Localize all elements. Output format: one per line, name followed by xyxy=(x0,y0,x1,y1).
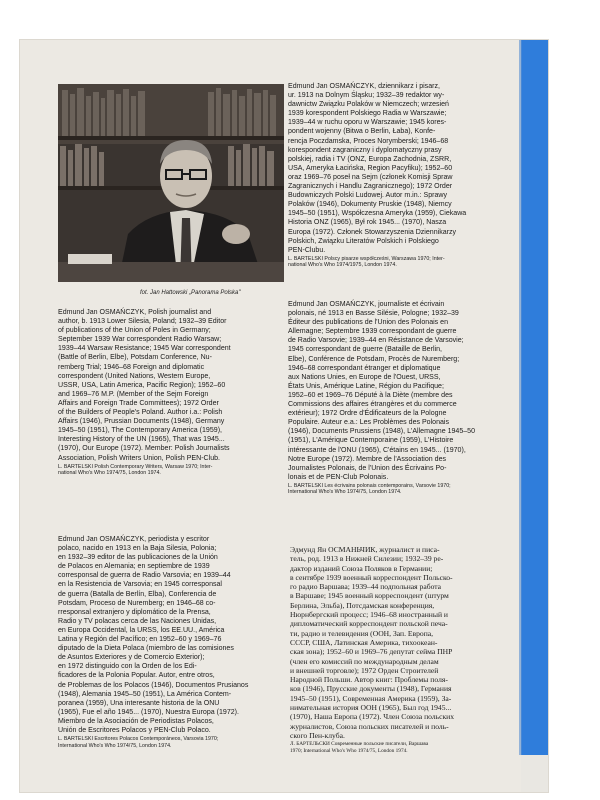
spine-bottom-edge xyxy=(521,755,548,792)
bio-french-source: L. BARTELSKI Les écrivains polonais contemporains, Varsovie 1970; International Who's Who 1974/75, London 1974. xyxy=(288,482,451,496)
bio-polish-text: Edmund Jan OSMAŃCZYK, dziennikarz i pisarz, ur. 1913 na Dolnym Śląsku; 1932–39 redaktor wy- dawnictw Związku Polaków w Niemczech; wrzesień 1939 korespondent Polskiego Radia w Warszawie; 1939–44 w ruchu oporu w Warszawie; 1945 kores- pondent wojenny (Bitwa o Berlin, Łaba), Konfe- rencja Poczdamska, Proces Norymberski; 1946–68 korespondent zagraniczny i dyplomatyczny prasy polskiej, radia i TV (ONZ, Europa Zachodnia, ZSRR, USA, Ameryka Łacińska, Region Pacyfiku); 1952–60 oraz 1969–76 poseł na Sejm (członek Komisji Spraw Zagranicznych i Handlu Zagranicznego); 1972 Order Budowniczych Polski Ludowej. Autor m.in.: Sprawy Polaków (1946), Dokumenty Pruskie (1948), Niemcy 1945–50 (1951), Współczesna Ameryka (1959), Ciekawa Historia ONZ (1965), Był rok 1945... (1970), Nasza Europa (1972). Członek Stowarzyszenia Dziennikarzy Polskich, Związku Literatów Polskich i Polskiego PEN-Clubu. xyxy=(288,83,467,254)
bio-english-text: Edmund Jan OSMAŃCZYK, Polish journalist and author, b. 1913 Lower Silesia, Poland; 1932–39 Editor of publications of the Union of Poles in Germany; September 1939 War correspondent Radio Warsaw; 1939–44 Warsaw Resistance; 1945 War correspondent (Battle of Berlin, Elbe), Potsdam Conference, Nu- remberg Trial; 1946–68 Foreign and diplomatic correspondent (United Nations, Western Europe, USSR, USA, Latin America, Pacific Region); 1952–60 and 1969–76 M.P. (Member of the Sejm Foreign Affairs and Foreign Trade Committees); 1972 Order of the Builders of People's Poland. Author i.a.: Polish Affairs (1946), Prussian Documents (1948), Germany 1945–50 (1951), The Contemporary America (1959), Interesting History of the UN (1965), That was 1945... (1970), Our Europe (1972). Member: Polish Journalists Association, Polish Writers Union, Polish PEN-Club. xyxy=(58,309,231,462)
bio-spanish-text: Edmund Jan OSMAŃCZYK, periodista y escritor polaco, nacido en 1913 en la Baja Silesia, Polonia; en 1932–39 editor de las publicaciones de la Unión de Polacos en Alemania; en septiembre de 1939 corresponsal de guerra de Radio Varsovia; en 1939–44 en la Resistencia de Varsovia; en 1945 corresponsal de guerra (Batalla de Berlín, Elba), Conferencia de Potsdam, Proceso de Nuremberg; en 1946–68 co- rresponsal extranjero y diplomático de la Prensa, Radio y TV polacas cerca de las Naciones Unidas, en Europa Occidental, la URSS, los EE.UU., América Latina y Región del Pacífico; en 1952–60 y 1969–76 diputado de la Dieta Polaca (miembro de las comisiones de Asuntos Exteriores y de Comercio Exterior); en 1972 distinguido con la Orden de los Edi- ficadores de la Polonia Popular. Autor, entre otros, de Problemas de los Polacos (1946), Documentos Prusianos (1948), Alemania 1945–50 (1951), La América Contem- poranea (1959), Una interesante historia de la ONU (1965), Fue el año 1945... (1970), Nuestra Europa (1972). Miembro de la Asociación de Periodistas Polacos, Unión de Escritores Polacos y PEN-Club Polaco. xyxy=(58,536,249,734)
bio-polish-source: L. BARTELSKI Polscy pisarze współcześni, Warszawa 1970; Inter- national Who's Who 1974/1975, London 1974. xyxy=(288,255,445,269)
bio-spanish xyxy=(58,535,284,749)
bio-spanish-source: L. BARTELSKI Escritores Polacos Contemporáneos, Varsovia 1970; International Who's Who 1974/75, London 1974. xyxy=(58,736,219,749)
bio-english xyxy=(58,308,284,477)
bio-english-source: L. BARTELSKI Polish Contemporary Writers, Warsaw 1970; Inter- national Who's Who 1974/75, London 1974. xyxy=(58,463,213,477)
bio-french xyxy=(288,300,512,496)
photo-credit: fot. Jan Hattowski „Panorama Polska" xyxy=(140,290,241,296)
spine-shadow xyxy=(519,40,522,755)
bio-polish xyxy=(288,82,512,269)
bio-russian-source: Л. БАРТЕЛЬСКИ Современные польские писатели, Варшава 1970; International Who's Who 1974/75, London 1974. xyxy=(290,741,429,754)
bio-russian xyxy=(290,545,514,754)
author-photo xyxy=(58,84,284,282)
bio-russian-text: Эдмунд Ян ОСМАНЬЧИК, журналист и писа- тель, род. 1913 в Нижней Силезии; 1932–39 ре- дактор изданий Союза Поляков в Германии; в сентябре 1939 военный корреспондент Польско- го радио Варшава; 1939–44 подпольная работа в Варшаве; 1945 военный корреспондент (штурм Берлина, Эльба), Потсдамская конференция, Нюрнбергский процесс; 1946–68 иностранный и дипломатический корреспондент польской печа- ти, радио и телевидения (ООН, Зап. Европа, СССР, США, Латинская Америка, тихоокеан- ская зона); 1952–60 и 1969–76 депутат сейма ПНР (член его комиссий по международным делам и внешней торговле); 1972 Орден Строителей Народной Польши. Автор книг: Проблемы поля- ков (1946), Прусские документы (1948), Германия 1945–50 (1951), Современная Америка (1959), За- нимательная история ООН (1965), Был год 1945... (1970), Наша Европа (1972). Член Союза польских журналистов, Союза польских писателей и поль- ского Пен-клуба. xyxy=(290,545,454,740)
blue-spine-stripe xyxy=(521,40,548,755)
author-portrait-image xyxy=(58,84,284,282)
bio-french-text: Edmund Jan OSMAŃCZYK, journaliste et écrivain polonais, né 1913 en Basse Silésie, Pologne; 1932–39 Éditeur des publications de l'Union des Polonais en Allemagne; Septembre 1939 correspondant de guerre de Radio Varsovie; 1939–44 en Résistance de Varsovie; 1945 correspondant de guerre (Bataille de Berlin, Elbe), Conférence de Potsdam, Procès de Nuremberg; 1946–68 correspondant étranger et diplomatique aux Nations Unies, en Europe de l'Ouest, URSS, États Unis, Amérique Latine, Région du Pacifique; 1952–60 et 1969–76 Député à la Diète (membre des Commissions des affaires étrangères et du commerce extérieur); 1972 Ordre d'Édificateurs de la Pologne Populaire. Auteur e.a.: Les Problèmes des Polonais (1946), Documents Prussiens (1948), L'Allemagne 1945–50 (1951), L'Amérique Contemporaine (1959), L'Histoire intéressante de l'ONU (1965), C'étains en 1945... (1970), Notre Europe (1972). Membre de l'Association des Journalistes Polonais, de l'Union des Écrivains Po- lonais et de PEN-Club Polonais. xyxy=(288,301,476,481)
